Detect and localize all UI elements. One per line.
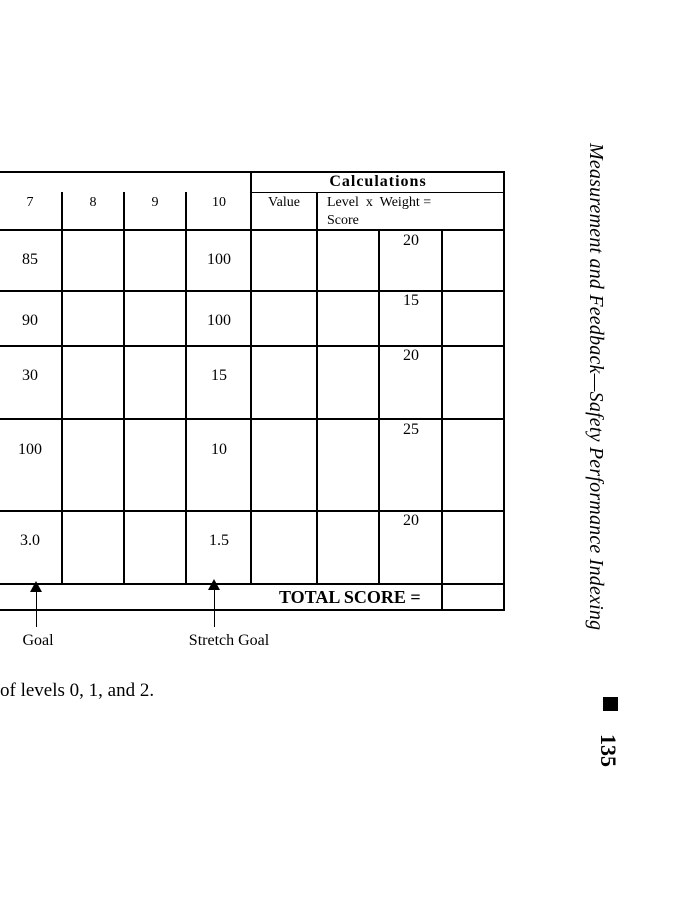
table-rule xyxy=(0,583,505,585)
row3-level7: 30 xyxy=(22,367,38,384)
level-header-8: 8 xyxy=(89,195,97,210)
row4-level10: 10 xyxy=(211,441,227,458)
row3-weight: 20 xyxy=(403,347,419,364)
level-header-10: 10 xyxy=(212,195,226,210)
table-rule xyxy=(61,192,63,584)
value-header: Value xyxy=(268,195,300,210)
row3-level10: 15 xyxy=(211,367,227,384)
table-rule xyxy=(378,229,380,584)
row4-weight: 25 xyxy=(403,421,419,438)
goal-label: Goal xyxy=(22,632,54,649)
row2-level10: 100 xyxy=(207,312,231,329)
stretch-goal-arrow-shaft xyxy=(214,588,215,627)
total-score-label: TOTAL SCORE = xyxy=(279,587,421,607)
level-header-9: 9 xyxy=(151,195,159,210)
stretch-goal-label: Stretch Goal xyxy=(188,632,270,649)
goal-arrow-shaft xyxy=(36,590,37,627)
page-marker-square xyxy=(603,697,618,711)
row1-weight: 20 xyxy=(403,232,419,249)
table-rule xyxy=(251,192,505,193)
table-rule xyxy=(250,171,252,584)
table-rule xyxy=(185,192,187,584)
row1-level7: 85 xyxy=(22,251,38,268)
row5-level10: 1.5 xyxy=(209,532,229,549)
table-rule xyxy=(0,171,505,173)
score-header-line1: Level x Weight = xyxy=(327,195,432,210)
table-rule xyxy=(0,510,505,512)
row1-level10: 100 xyxy=(207,251,231,268)
table-rule xyxy=(0,345,505,347)
row5-weight: 20 xyxy=(403,512,419,529)
row2-weight: 15 xyxy=(403,292,419,309)
row4-level7: 100 xyxy=(18,441,42,458)
table-rule xyxy=(441,229,443,610)
table-rule xyxy=(0,418,505,420)
table-rule xyxy=(0,290,505,292)
running-head: Measurement and Feedback—Safety Performance Indexing xyxy=(585,143,607,631)
footnote-text: of levels 0, 1, and 2. xyxy=(0,680,155,701)
table-rule xyxy=(0,229,505,231)
calculations-header: Calculations xyxy=(329,173,427,190)
score-header-line2: Score xyxy=(327,213,359,228)
row2-level7: 90 xyxy=(22,312,38,329)
row5-level7: 3.0 xyxy=(20,532,40,549)
level-header-7: 7 xyxy=(26,195,34,210)
page-number: 135 xyxy=(596,734,621,767)
table-rule xyxy=(123,192,125,584)
table-rule xyxy=(0,609,505,611)
table-rule xyxy=(316,192,318,584)
table-rule xyxy=(503,171,505,610)
